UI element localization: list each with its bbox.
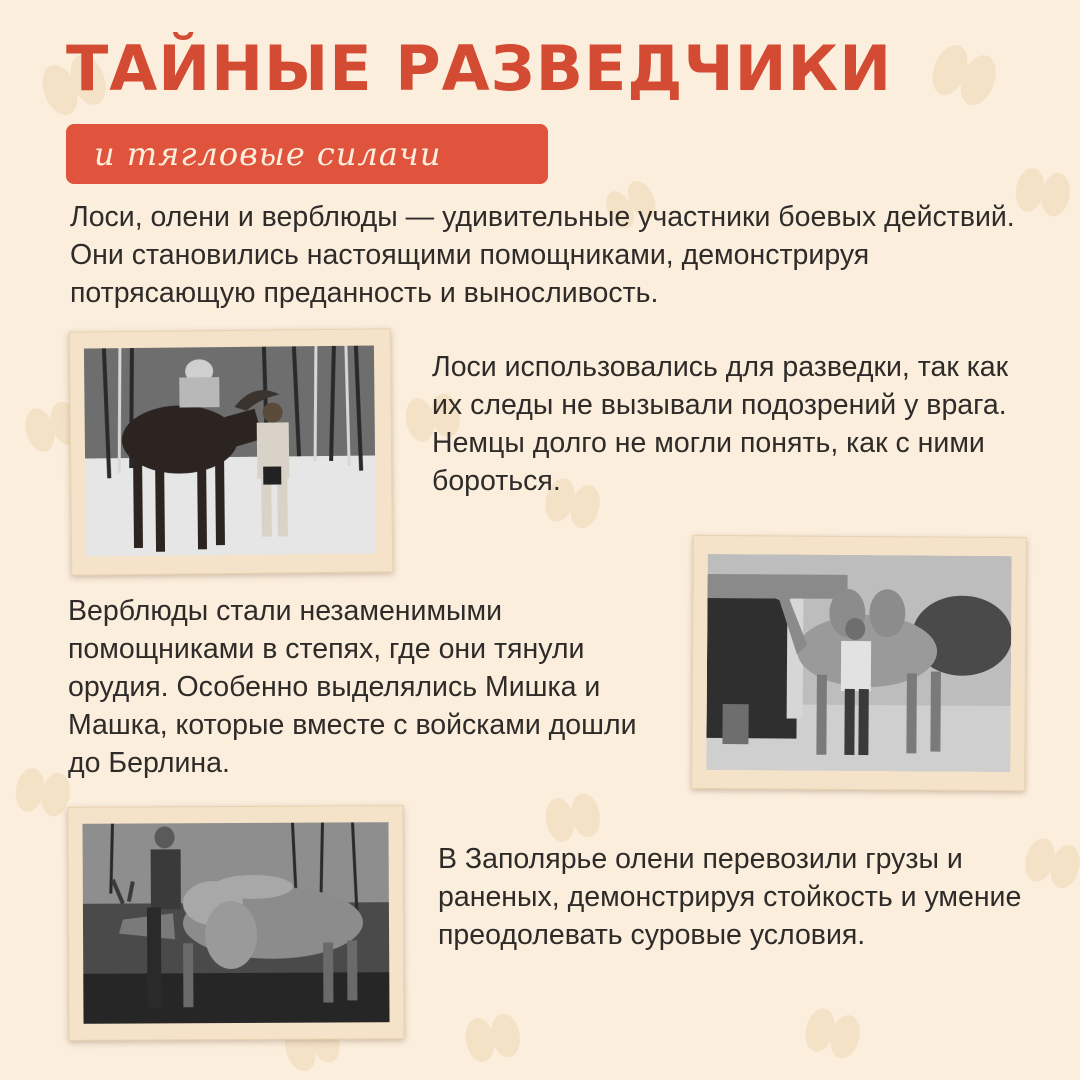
moose-paragraph: Лоси использовались для разведки, так как их следы не вызывали подозрений у врага. Немцы долго не могли понять, как с ними бороться.: [432, 351, 1009, 497]
subtitle-banner: [66, 124, 548, 184]
page-title: ТАЙНЫЕ РАЗВЕДЧИКИ: [66, 32, 893, 105]
camel-paragraph: Верблюды стали незаменимыми помощниками в степях, где они тянули орудия. Особенно выделялись Мишка и Машка, которые вместе с войсками дошли до Берлина.: [68, 595, 637, 779]
camel-photo: [706, 554, 1012, 772]
reindeer-photo: [82, 822, 389, 1024]
intro-paragraph: Лоси, олени и верблюды — удивительные участники боевых действий. Они становились настоящими помощниками, демонстрируя потрясающую преданность и выносливость.: [70, 201, 1015, 309]
reindeer-photo-frame: [67, 805, 404, 1041]
moose-photo: [84, 345, 376, 556]
reindeer-paragraph: В Заполярье олени перевозили грузы и раненых, демонстрируя стойкость и умение преодолевать суровые условия.: [438, 843, 1022, 951]
subtitle: и тягловые силачи: [94, 135, 442, 173]
camel-photo-frame: [691, 535, 1027, 791]
moose-photo-frame: [69, 328, 394, 575]
